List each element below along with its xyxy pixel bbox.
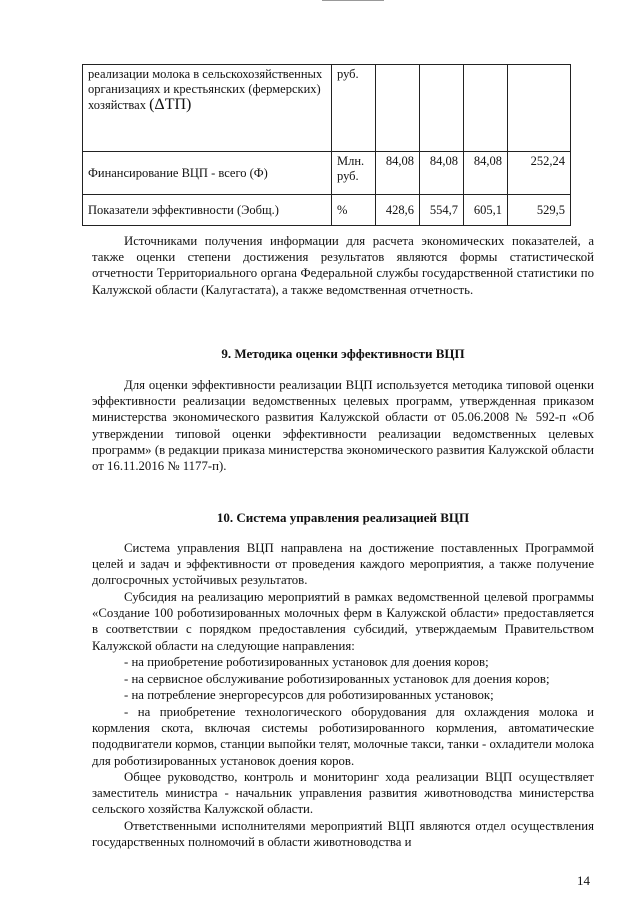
section-10-heading: 10. Система управления реализацией ВЦП (216, 510, 470, 525)
row-label: Показатели эффективности (Эобщ.) (83, 195, 332, 226)
row-value (464, 65, 508, 152)
row-label: Финансирование ВЦП - всего (Ф) (83, 152, 332, 195)
section-10-paragraph: Общее руководство, контроль и мониторинг хода реализации ВЦП осуществляет заместитель министра - начальник управления развития животноводства министерства сельского хозяйства Калужской области. (92, 770, 594, 817)
table-row (83, 65, 571, 152)
section-10-paragraph: Система управления ВЦП направлена на достижение поставленных Программой целей и задач и эффективности от проведения каждого мероприятия, а также получение долгосрочных устойчивых результатов. (92, 541, 594, 588)
row-value: 428,6 (376, 195, 420, 226)
row-value (420, 65, 464, 152)
section-10-paragraph: Субсидия на реализацию мероприятий в рамках ведомственной целевой программы «Создание 100 роботизированных молочных ферм в Калужской области» предоставляется в соответствии с порядком предоставления субсидий, утверждаемым Правительством Калужской области на следующие направления: (92, 590, 594, 653)
row-unit: Млн. руб. (332, 152, 376, 195)
row-value (508, 65, 571, 152)
row-unit: % (332, 195, 376, 226)
row-value: 529,5 (508, 195, 571, 226)
table-row (83, 152, 571, 195)
delta-tp-symbol: (ΔТП) (149, 96, 192, 113)
list-item: - на сервисное обслуживание роботизированных установок для доения коров; (124, 672, 550, 686)
list-item: - на приобретение роботизированных установок для доения коров; (124, 655, 489, 669)
section-9-paragraph: Для оценки эффективности реализации ВЦП используется методика типовой оценки эффективности реализации ведомственных целевых программ, утвержденная приказом министерства экономического развития Калужской области от 05.06.2008 № 592-п «Об утверждении типовой оценки эффективности реализации ведомственных целевых программ» (в редакции приказа министерства экономического развития Калужской области от 16.11.2016 № 1177-п). (92, 378, 594, 474)
section-10-paragraph: Ответственными исполнителями мероприятий ВЦП являются отдел осуществления государственных полномочий в области животноводства и (92, 819, 594, 850)
list-item: - на приобретение технологического оборудования для охлаждения молока и кормления скота, включая системы роботизированного кормления, автоматические пододвигатели кормов, станции выпойки телят, молочные такси, танки - охладители молока для роботизированных установок доения коров. (92, 705, 594, 768)
row-label: реализации молока в сельскохозяйственных организациях и крестьянских (фермерских) хозяйствах (ΔТП) (83, 65, 332, 152)
row-value: 84,08 (420, 152, 464, 195)
row-value: 252,24 (508, 152, 571, 195)
table-row (83, 195, 571, 226)
row-unit: руб. (332, 65, 376, 152)
row-value: 554,7 (420, 195, 464, 226)
list-item: - на потребление энергоресурсов для роботизированных установок; (124, 688, 494, 702)
page-number: 14 (577, 873, 590, 888)
scan-mark (322, 0, 384, 1)
indicators-table (82, 64, 571, 226)
row-value (376, 65, 420, 152)
sources-paragraph: Источниками получения информации для расчета экономических показателей, а также оценки степени достижения результатов являются формы статистической отчетности Территориального органа Федеральной службы государственной статистики по Калужской области (Калугастата), а также ведомственная отчетность. (92, 234, 594, 297)
row-value: 84,08 (464, 152, 508, 195)
row-value: 605,1 (464, 195, 508, 226)
section-9-heading: 9. Методика оценки эффективности ВЦП (221, 346, 465, 361)
row-value: 84,08 (376, 152, 420, 195)
